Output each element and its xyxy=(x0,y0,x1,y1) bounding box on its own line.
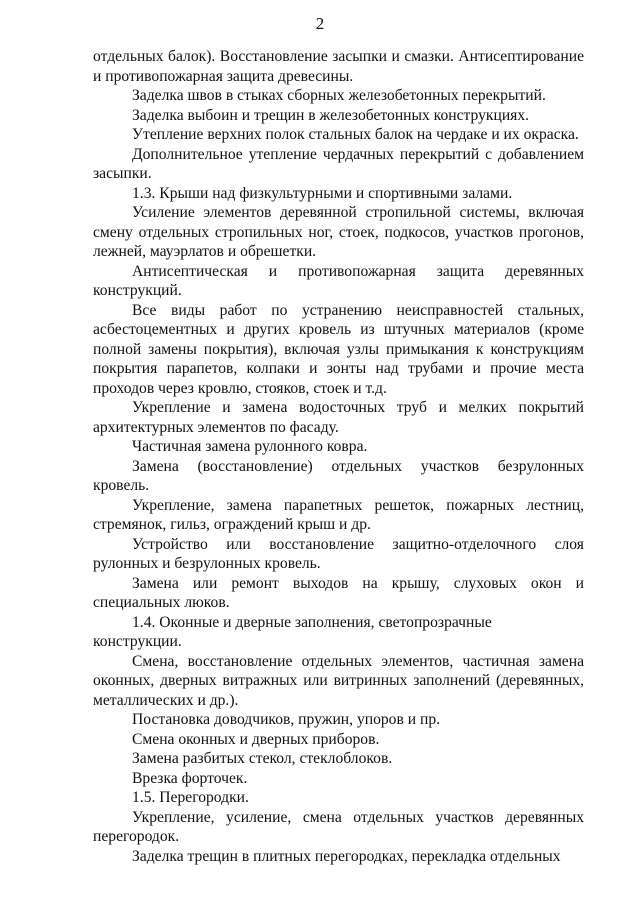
paragraph: Постановка доводчиков, пружин, упоров и пр. xyxy=(132,711,441,728)
paragraph: Укрепление, замена парапетных решеток, пожарных лестниц, стремянок, гильз, ограждений крыш и др. xyxy=(93,496,584,533)
paragraph: Укрепление, усиление, смена отдельных участков деревянных перегородок. xyxy=(93,808,584,845)
paragraph-continuation: отдельных балок). Восстановление засыпки и смазки. Антисептирование и противопожарная защита древесины. xyxy=(93,48,584,85)
paragraph: Утепление верхних полок стальных балок на чердаке и их окраска. xyxy=(132,126,579,143)
paragraph: Дополнительное утепление чердачных перекрытий с добавлением засыпки. xyxy=(93,145,584,182)
page-number: 2 xyxy=(315,14,325,33)
paragraph: Укрепление и замена водосточных труб и мелких покрытий архитектурных элементов по фасаду. xyxy=(93,399,584,436)
paragraph: Заделка швов в стыках сборных железобетонных перекрытий. xyxy=(132,87,546,104)
paragraph: Смена оконных и дверных приборов. xyxy=(132,730,380,748)
paragraph: Врезка форточек. xyxy=(132,769,248,787)
document-body xyxy=(93,47,584,866)
paragraph: Усиление элементов деревянной стропильной системы, включая смену отдельных стропильных ног, стоек, подкосов, участков прогонов, лежней, мауэрлатов и обрешетки. xyxy=(93,204,584,260)
paragraph: Антисептическая и противопожарная защита деревянных конструкций. xyxy=(93,262,584,299)
paragraph: Заделка трещин в плитных перегородках, перекладка отдельных xyxy=(132,847,561,865)
paragraph: Устройство или восстановление защитно-отделочного слоя рулонных и безрулонных кровель. xyxy=(93,535,584,572)
paragraph: Частичная замена рулонного ковра. xyxy=(132,438,368,455)
section-heading: 1.5. Перегородки. xyxy=(132,789,249,806)
paragraph: Замена (восстановление) отдельных участков безрулонных кровель. xyxy=(93,457,584,494)
section-heading: 1.4. Оконные и дверные заполнения, светопрозрачные конструкции. xyxy=(93,613,492,650)
section-heading: 1.3. Крыши над физкультурными и спортивными залами. xyxy=(132,184,513,202)
paragraph: Все виды работ по устранению неисправностей стальных, асбестоцементных и других кровель из штучных материалов (кроме полной замены покрытия), включая узлы примыкания к конструкциям покрытия парапетов, колпаки и зонты над трубами и прочие места проходов через кровлю, стояков, стоек и т.д. xyxy=(93,301,584,397)
paragraph: Заделка выбоин и трещин в железобетонных конструкциях. xyxy=(132,106,530,124)
paragraph: Смена, восстановление отдельных элементов, частичная замена оконных, дверных витражных или витринных заполнений (деревянных, металлических и др.). xyxy=(93,652,584,709)
paragraph: Замена разбитых стекол, стеклоблоков. xyxy=(132,750,393,767)
paragraph: Замена или ремонт выходов на крышу, слуховых окон и специальных люков. xyxy=(93,574,584,611)
